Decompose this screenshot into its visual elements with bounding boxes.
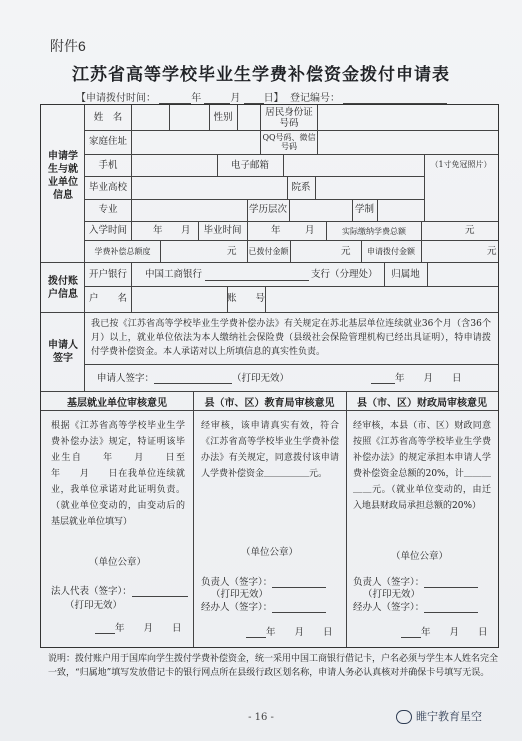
school-label: 毕业高校 xyxy=(88,182,127,193)
apply-amount-label: 申请拨付金额 xyxy=(367,247,415,256)
major-label: 专业 xyxy=(98,204,118,215)
branch-label: 支行（分理处） xyxy=(311,269,378,280)
day-label: 日】 xyxy=(263,93,284,104)
col3-print-invalid: （打印无效） xyxy=(363,589,421,600)
degree-label: 学历层次 xyxy=(248,204,287,215)
col2-title: 县（市、区）教育局审核意见 xyxy=(204,398,335,409)
col2-text: 经审核，该申请真实有效，符合《江苏省高等学校毕业生学费补偿办法》有关规定，同意拨付该申请人学费补偿资金＿＿＿＿＿元。 xyxy=(201,421,339,479)
col1-title: 基层就业单位审核意见 xyxy=(67,398,167,409)
photo-placeholder: （1寸免冠照片） xyxy=(430,160,492,169)
reg-no-label: 登记编号： xyxy=(290,93,340,104)
applicant-sign-line xyxy=(97,373,289,384)
form-title: 江苏省高等学校毕业生学费补偿资金拨付申请表 xyxy=(72,65,450,85)
col1-text: 根据《江苏省高等学校毕业生学费补偿办法》规定，特证明该毕业生自 年 月 日至 年 月 日在我单位连续就业，我单位承诺对此证明负责。（就业单位变动的，由变动后的基层就业单位填写） xyxy=(51,421,204,527)
watermark: 睢宁教育星空 xyxy=(396,708,482,724)
grad-month-unit: 月 xyxy=(305,225,315,236)
id-card-label: 居民身份证号码 xyxy=(265,107,313,129)
col3-handler: 经办人（签字）： xyxy=(353,602,478,613)
col2-responsible: 负责人（签字）： xyxy=(201,577,326,588)
col1-print-invalid: （打印无效） xyxy=(65,600,123,611)
reg-no-line xyxy=(290,89,447,104)
paid-total-unit: 元 xyxy=(465,225,475,236)
enroll-month-unit: 月 xyxy=(181,225,191,236)
col3-seal: （单位公章） xyxy=(391,551,449,562)
col2-print-invalid: （打印无效） xyxy=(211,589,269,600)
col3-responsible: 负责人（签字）： xyxy=(353,577,478,588)
qq-wechat-label: QQ号码、微信号码 xyxy=(262,133,316,151)
col2-date: 年 月 日 xyxy=(246,627,333,638)
apply-time-line xyxy=(76,89,284,104)
account-no-label: 账 号 xyxy=(227,293,266,304)
paid-amount-label: 已拨付金额 xyxy=(248,247,289,256)
name-input[interactable] xyxy=(132,110,170,128)
grad-time-label: 毕业时间 xyxy=(203,225,242,236)
comp-total-unit: 元 xyxy=(227,246,237,257)
faculty-label: 院系 xyxy=(291,182,311,193)
enroll-year-unit: 年 xyxy=(153,225,163,236)
enroll-time-label: 入学时间 xyxy=(88,225,127,236)
address-label: 家庭住址 xyxy=(88,136,127,147)
col3-text: 经审核，本县（市、区）财政同意按照《江苏省高等学校毕业生学费补偿办法》的规定承担本申请人学费补偿资金总额的20%，计＿＿＿＿＿元。（就业单位变动的，由迁入地县财政局承担总额的20%） xyxy=(353,421,491,511)
name-label: 姓 名 xyxy=(93,112,123,123)
col3-title: 县（市、区）财政局审核意见 xyxy=(357,398,487,409)
grad-year-unit: 年 xyxy=(271,225,281,236)
col1-date: 年 月 日 xyxy=(95,623,182,634)
wechat-icon xyxy=(396,710,412,724)
attachment-label: 附件6 xyxy=(50,38,86,54)
paid-amount-unit: 元 xyxy=(341,246,351,257)
applicant-statement: 我已按《江苏省高等学校毕业生学费补偿办法》有关规定在苏北基层单位连续就业36个月（含36个月）以上，就业单位依法为本人缴纳社会保险费（县级社会保险管理机构已经出具证明），特申请拨付学费补偿资金。本人承诺对以上所填信息的真实性负责。 xyxy=(91,319,491,357)
footnote: 说明：拨付账户用于国库向学生拨付学费补偿资金，统一采用中国工商银行借记卡，户名必须与学生本人姓名完全一致，“归属地”填写发放借记卡的银行网点所在县级行政区划名称，申请人务必认真核对并确保卡号填写无误。 xyxy=(48,654,499,678)
section-signature: 申请人签字 xyxy=(48,340,78,364)
section-applicant-info: 申请学生与就业单位信息 xyxy=(48,151,78,201)
col2-seal: （单位公章） xyxy=(241,547,299,558)
bank-label: 开户银行 xyxy=(88,269,127,280)
xuezhi-label: 学制 xyxy=(354,204,374,215)
applicant-sign-date: 年 月 日 xyxy=(371,373,462,384)
applicant-sign-label: 申请人签字： xyxy=(97,373,155,384)
gender-label: 性别 xyxy=(213,112,233,123)
page-number: - 16 - xyxy=(248,712,274,723)
apply-time-label: 【申请拨付时间： xyxy=(76,93,156,104)
apply-amount-unit: 元 xyxy=(487,246,497,257)
email-label: 电子邮箱 xyxy=(230,160,269,171)
comp-total-label: 学费补偿总额度 xyxy=(94,247,151,256)
phone-label: 手机 xyxy=(98,160,118,171)
col3-date: 年 月 日 xyxy=(401,627,488,638)
bank-name: 中国工商银行 xyxy=(145,269,203,280)
location-label: 归属地 xyxy=(391,269,420,280)
col1-seal: （单位公章） xyxy=(89,557,147,568)
col2-handler: 经办人（签字）： xyxy=(201,602,326,613)
application-table xyxy=(40,104,499,648)
month-label: 月 xyxy=(230,93,241,104)
holder-label: 户 名 xyxy=(88,293,127,304)
applicant-print-invalid: （打印无效） xyxy=(232,373,290,384)
year-label: 年 xyxy=(191,93,202,104)
section-account-info: 拨付账户信息 xyxy=(48,276,78,300)
paid-total-label: 实际缴纳学费总额 xyxy=(342,227,406,236)
col1-legal-rep: 法人代表（签字）： xyxy=(51,586,188,597)
